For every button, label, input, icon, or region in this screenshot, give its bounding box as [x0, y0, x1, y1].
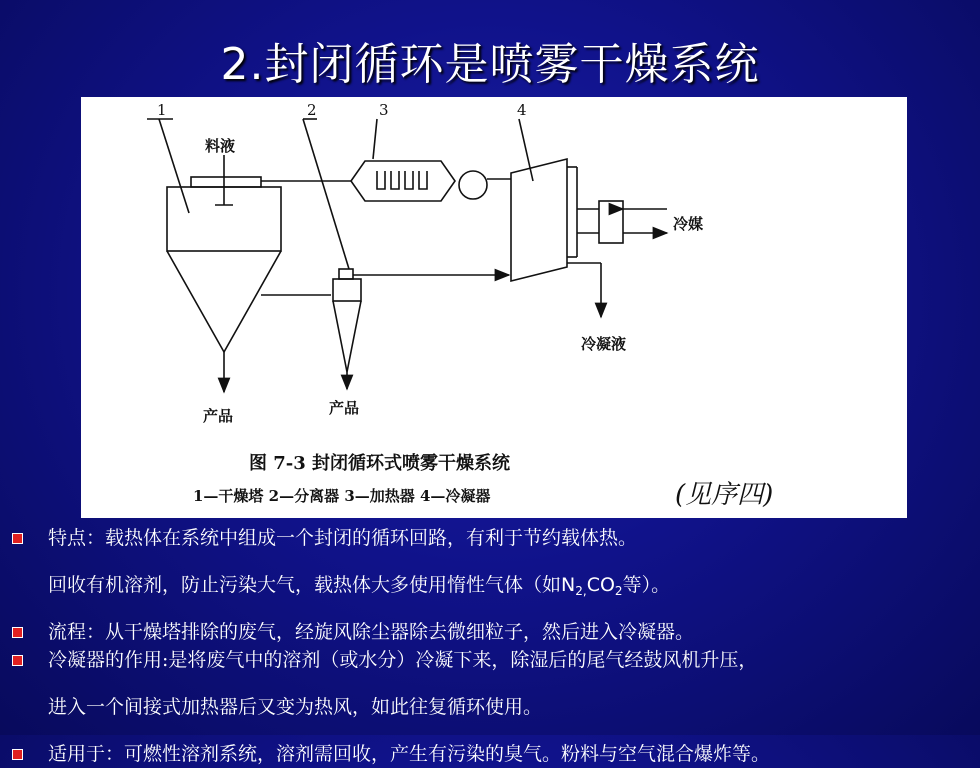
- condenser-body: [511, 159, 567, 281]
- formula-n: N: [561, 574, 576, 596]
- label-number-1: 1: [157, 101, 167, 119]
- label-number-2: 2: [307, 101, 317, 119]
- bullet-marker: [12, 655, 23, 666]
- label-feed: 料液: [205, 137, 236, 155]
- tower-lid: [191, 177, 261, 187]
- figure-caption: 图 7-3 封闭循环式喷雾干燥系统: [249, 453, 511, 474]
- label-product-1: 产品: [203, 407, 234, 425]
- bullet-applicability: [10, 740, 975, 768]
- closed-loop-spray-dryer-diagram: [81, 97, 907, 518]
- bullet-marker: [12, 533, 23, 544]
- bullet-applicability-text: 适用于：可燃性溶剂系统，溶剂需回收，产生有污染的臭气。粉料与空气混合爆炸等。: [48, 743, 771, 765]
- formula-n-sub: 2,: [575, 584, 587, 598]
- coolant-coil: [599, 201, 623, 243]
- continuation-text-b: 等）。: [622, 574, 671, 596]
- bullet-condenser-role: [10, 646, 975, 674]
- slide-title: 2.封闭循环是喷雾干燥系统: [220, 39, 760, 90]
- leader-line-2: [303, 119, 349, 269]
- bullet-marker: [12, 749, 23, 760]
- label-number-3: 3: [379, 101, 389, 119]
- bullet-features-text: 特点：载热体在系统中组成一个封闭的循环回路，有利于节约载体热。: [48, 527, 638, 549]
- formula-co-sub: 2: [614, 584, 623, 598]
- leader-line-4: [519, 119, 533, 181]
- bullet-condenser-role-continuation: 进入一个间接式加热器后又变为热风，如此往复循环使用。: [48, 696, 543, 718]
- bullet-list: [10, 524, 975, 768]
- blower-fan: [459, 171, 487, 199]
- continuation-text-a: 回收有机溶剂，防止污染大气，载热体大多使用惰性气体（如: [48, 574, 562, 596]
- diagram-figure: [81, 97, 907, 518]
- cyclone-top: [333, 279, 361, 301]
- bullet-features: [10, 524, 975, 552]
- heater-body: [351, 161, 455, 201]
- bullet-process-text: 流程：从干燥塔排除的废气，经旋风除尘器除去微细粒子，然后进入冷凝器。: [48, 621, 695, 643]
- drying-tower-cone: [167, 251, 281, 352]
- bullet-process: [10, 618, 975, 646]
- label-product-2: 产品: [329, 399, 360, 417]
- leader-line-1: [159, 119, 189, 213]
- label-condensate: 冷凝液: [581, 335, 627, 353]
- label-coolant: 冷媒: [673, 215, 704, 233]
- leader-line-3: [373, 119, 377, 159]
- label-number-4: 4: [517, 101, 527, 119]
- bullet-marker: [12, 627, 23, 638]
- formula-co: CO: [586, 574, 615, 596]
- handwritten-note: (见序四): [675, 480, 774, 510]
- cyclone-cone: [333, 301, 361, 372]
- bullet-features-continuation: [10, 571, 975, 599]
- figure-legend: 1—干燥塔 2—分离器 3—加热器 4—冷凝器: [193, 487, 491, 505]
- bullet-condenser-role-text: 冷凝器的作用:是将废气中的溶剂（或水分）冷凝下来，除湿后的尾气经鼓风机升压，: [48, 649, 758, 671]
